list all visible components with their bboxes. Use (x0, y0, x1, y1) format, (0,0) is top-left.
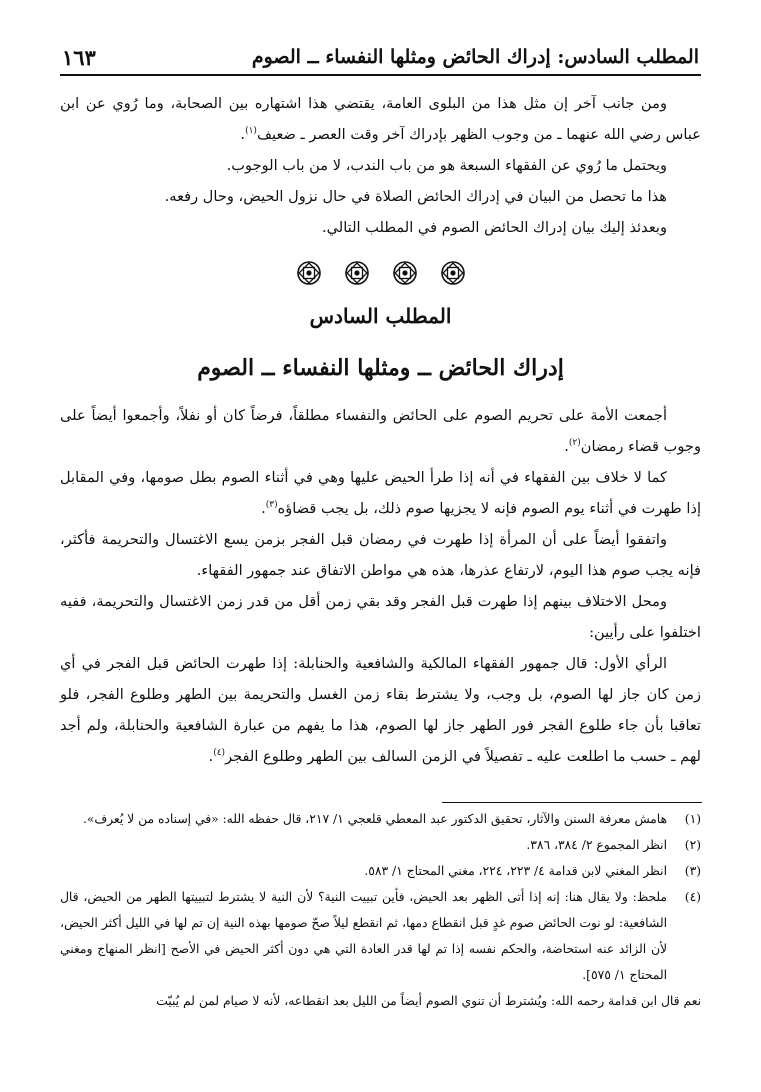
footnote-text: انظر المجموع ٢/ ٣٨٤، ٣٨٦. (526, 838, 667, 852)
ornament-icon (296, 260, 322, 286)
footnote-1 (60, 806, 701, 832)
footnote-text: ملحظ: ولا يقال هنا: إنه إذا أتى الظهر بعد الحيض، فأين تبييت النية؟ لأن النية لا يشترط لتبييتها الطهر من الحيض، قال الشافعية: لو نوت الحائض صوم غدٍ قبل انقطاع دمها، ثم انقطع ليلاً صحّ صومها بهذه النية إن تم لها في الليل أكثر الحيض، لأن الزائد عنه استحاضة، والحكم نفسه إذا تم لها قدر العادة التي هي دون أكثر الحيض في الأصح [انظر المنهاج ومغني المحتاج ١/ ٥٧٥]. (60, 890, 667, 982)
footnote-number: (٣) (684, 864, 701, 878)
paragraph-4: ومحل الاختلاف بينهم إذا طهرت قبل الفجر وقد بقي زمن أقل من قدر زمن الاغتسال والتحريمة، ففيه اختلفوا على رأيين: (60, 593, 701, 641)
footnotes (60, 806, 701, 1014)
footnote-number: (١) (684, 812, 701, 826)
footnote-mark-1: (١) (245, 126, 257, 137)
ornament-icon (440, 260, 466, 286)
main-heading: إدراك الحائض ــ ومثلها النفساء ــ الصوم (197, 355, 564, 381)
intro-paragraph-4: وبعدئذ إليك بيان إدراك الحائض الصوم في المطلب التالي. (321, 219, 667, 236)
footnote-text: انظر المغني لابن قدامة ٤/ ٢٢٣، ٢٢٤، مغني المحتاج ١/ ٥٨٣. (364, 864, 667, 878)
footnote-number: (٤) (684, 890, 701, 904)
page-number: ١٦٣ (62, 44, 96, 70)
footnote-4 (60, 884, 701, 988)
footnote-continuation: نعم قال ابن قدامة رحمه الله: ويُشترط أن تنوي الصوم أيضاً من الليل بعد انقطاعه، لأنه لا صيام لمن لم يُبيّت (156, 994, 701, 1008)
footnote-rule (442, 802, 702, 803)
running-header (62, 40, 699, 74)
intro-paragraph-1: ومن جانب آخر إن مثل هذا من البلوى العامة، يقتضي هذا اشتهاره بين الصحابة، وما رُوي عن ابن عباس رضي الله عنهما ـ من وجوب الظهر بإدراك آخر وقت العصر ـ ضعيف$^{(١)}$. (60, 95, 701, 143)
footnote-2 (60, 832, 701, 858)
ornament-divider (60, 258, 701, 288)
running-title: المطلب السادس: إدراك الحائض ومثلها النفساء ــ الصوم (251, 46, 699, 68)
footnote-text: هامش معرفة السنن والآثار، تحقيق الدكتور عبد المعطي قلعجي ١/ ٢١٧، قال حفظه الله: «في إسناده من لا يُعرف». (82, 812, 667, 826)
section-heading: المطلب السادس (309, 304, 452, 328)
intro-paragraph-3: هذا ما تحصل من البيان في إدراك الحائض الصلاة في حال نزول الحيض، وحال رفعه. (164, 188, 667, 205)
paragraph-5: الرأي الأول: قال جمهور الفقهاء المالكية والشافعية والحنابلة: إذا طهرت الحائض قبل الفجر في أي زمن كان جاز لها الصوم، بل وجب، ولا يشترط بقاء زمن الغسل والتحريمة بين الطهر وطلوع الفجر، فلو تعاقبا بأن جاء طلوع الفجر فور الطهر جاز لها الصوم، هذا ما يفهم من عبارة الشافعية والحنابلة، ولم أجد لهم ـ حسب ما اطلعت عليه ـ تفصيلاً في الزمن السالف بين الطهر وطلوع الفجر$^{(٤)}$. (60, 655, 701, 765)
footnote-mark-4: (٤) (213, 748, 226, 759)
footnote-mark-3: (٣) (265, 500, 278, 511)
main-text (60, 88, 701, 772)
footnote-number: (٢) (684, 838, 701, 852)
intro-paragraph-2: ويحتمل ما رُوي عن الفقهاء السبعة هو من باب الندب، لا من باب الوجوب. (226, 157, 667, 174)
paragraph-2: كما لا خلاف بين الفقهاء في أنه إذا طرأ الحيض عليها وهي في أثناء الصوم بطل صومها، وفي المقابل إذا طهرت في أثناء يوم الصوم فإنه لا يجزيها صوم ذلك، بل يجب قضاؤه$^{(٣)}$. (60, 469, 701, 517)
footnote-3 (60, 858, 701, 884)
ornament-icon (392, 260, 418, 286)
ornament-icon (344, 260, 370, 286)
paragraph-3: واتفقوا أيضاً على أن المرأة إذا طهرت في رمضان قبل الفجر بزمن يسع الاغتسال والتحريمة فأكثر، فإنه يجب صوم هذا اليوم، لارتفاع عذرها، هذه هي مواطن الاتفاق عند جمهور الفقهاء. (60, 531, 701, 579)
paragraph-1: أجمعت الأمة على تحريم الصوم على الحائض والنفساء مطلقاً، فرضاً كان أو نفلاً، وأجمعوا أيضاً على وجوب قضاء رمضان$^{(٢)}$. (60, 407, 701, 455)
header-rule (60, 74, 701, 76)
footnote-mark-2: (٢) (568, 438, 581, 449)
